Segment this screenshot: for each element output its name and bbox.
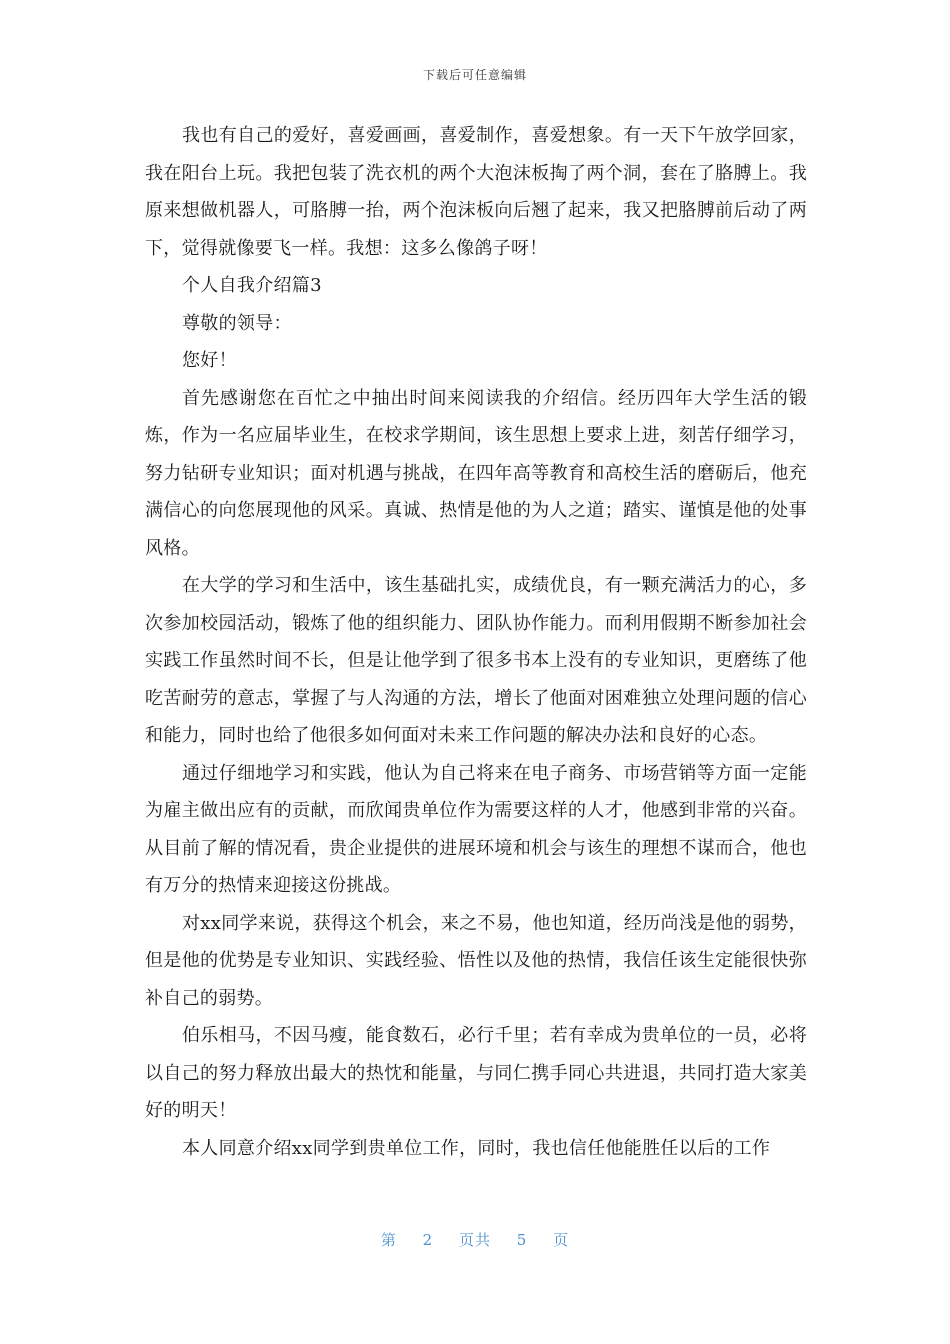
page-label-suffix: 页 <box>553 1231 570 1249</box>
paragraph-hobby: 我也有自己的爱好，喜爱画画，喜爱制作，喜爱想象。有一天下午放学回家，我在阳台上玩。我把包装了洗衣机的两个大泡沫板掏了两个洞，套在了胳膊上。我原来想做机器人，可胳膊一抬，两个泡沫板向后翘了起来，我又把胳膊前后动了两下，觉得就像要飞一样。我想：这多么像鸽子呀！ <box>145 125 807 259</box>
page-footer <box>0 1229 950 1250</box>
paragraph-career: 通过仔细地学习和实践，他认为自己将来在电子商务、市场营销等方面一定能为雇主做出应有的贡献，而欣闻贵单位作为需要这样的人才，他感到非常的兴奋。从目前了解的情况看，贵企业提供的进展环境和机会与该生的理想不谋而合，他也有万分的热情来迎接这份挑战。 <box>145 762 807 896</box>
salutation: 尊敬的领导： <box>182 312 292 334</box>
page-header: 下载后可任意编辑 <box>422 68 527 82</box>
page-label-mid: 页共 <box>458 1231 491 1249</box>
paragraph-intro: 首先感谢您在百忙之中抽出时间来阅读我的介绍信。经历四年大学生活的锻炼，作为一名应届毕业生，在校求学期间，该生思想上要求上进，刻苦仔细学习，努力钻研专业知识；面对机遇与挑战，在四年高等教育和高校生活的磨砺后，他充满信心的向您展现他的风采。真诚、热情是他的为人之道；踏实、谨慎是他的处事风格。 <box>145 387 807 559</box>
current-page-number: 2 <box>422 1231 434 1249</box>
total-pages-number: 5 <box>516 1231 528 1249</box>
document-body <box>145 117 807 1167</box>
paragraph-strengths: 对xx同学来说，获得这个机会，来之不易，他也知道，经历尚浅是他的弱势，但是他的优势是专业知识、实践经验、悟性以及他的热情，我信任该生定能很快弥补自己的弱势。 <box>145 912 807 1009</box>
paragraph-closing: 伯乐相马，不因马瘦，能食数石，必行千里；若有幸成为贵单位的一员，必将以自己的努力释放出最大的热忱和能量，与同仁携手同心共进退，共同打造大家美好的明天！ <box>145 1025 807 1121</box>
page-label-prefix: 第 <box>380 1231 397 1249</box>
section-heading: 个人自我介绍篇3 <box>182 275 322 296</box>
paragraph-university: 在大学的学习和生活中，该生基础扎实，成绩优良，有一颗充满活力的心，多次参加校园活动，锻炼了他的组织能力、团队协作能力。而利用假期不断参加社会实践工作虽然时间不长，但是让他学到了很多书本上没有的专业知识，更磨练了他吃苦耐劳的意志，掌握了与人沟通的方法，增长了他面对困难独立处理问题的信心和能力，同时也给了他很多如何面对未来工作问题的解决办法和良好的心态。 <box>145 575 807 746</box>
paragraph-recommendation: 本人同意介绍xx同学到贵单位工作，同时，我也信任他能胜任以后的工作 <box>182 1137 771 1159</box>
greeting: 您好！ <box>182 350 237 371</box>
